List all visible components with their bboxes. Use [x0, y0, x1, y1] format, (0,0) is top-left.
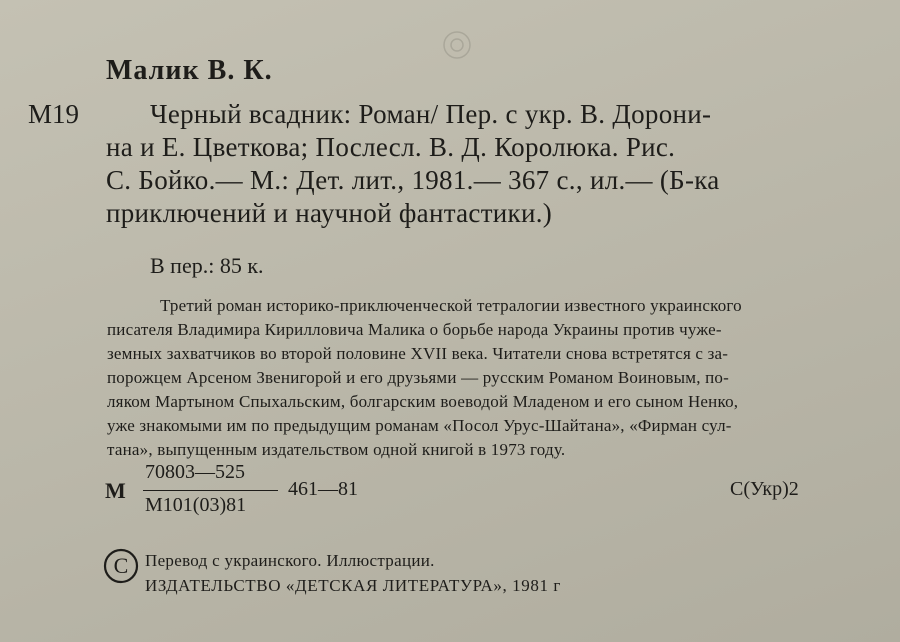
annotation-line: писателя Владимира Кирилловича Малика о борьбе народа Украины против чуже-	[107, 320, 722, 339]
fraction-rule	[143, 490, 278, 491]
description-line: приключений и научной фантастики.)	[106, 198, 553, 228]
description-line: С. Бойко.— М.: Дет. лит., 1981.— 367 с., ил.— (Б-ка	[106, 165, 720, 195]
catalog-letter: М	[105, 478, 126, 503]
copyright-symbol: C	[113, 553, 129, 578]
author-name: Малик В. К.	[106, 55, 273, 86]
price-label: В пер.: 85 к.	[150, 253, 264, 278]
faint-stamp-icon	[440, 28, 474, 62]
footer-publisher: ИЗДАТЕЛЬСТВО «ДЕТСКАЯ ЛИТЕРАТУРА», 1981 г	[145, 576, 561, 595]
catalog-denominator: М101(03)81	[145, 494, 247, 516]
annotation-line: Третий роман историко-приключенческой тетралогии известного украинского	[160, 296, 742, 315]
index-code: М19	[28, 99, 80, 129]
classification-code: С(Укр)2	[730, 478, 799, 500]
annotation-line: ляком Мартыном Спыхальским, болгарским воеводой Младеном и его сыном Ненко,	[107, 392, 739, 411]
annotation-line: уже знакомыми им по предыдущим романам «Посол Урус-Шайтана», «Фирман сул-	[107, 416, 732, 435]
description-line: Черный всадник: Роман/ Пер. с укр. В. Дорони-	[150, 99, 712, 129]
description-line: на и Е. Цветкова; Послесл. В. Д. Королюка. Рис.	[106, 132, 676, 162]
footer-translation-note: Перевод с украинского. Иллюстрации.	[145, 551, 435, 570]
catalog-number: 461—81	[288, 478, 358, 500]
copyright-icon	[103, 548, 139, 584]
annotation-line: земных захватчиков во второй половине XVII века. Читатели снова встретятся с за-	[107, 344, 729, 363]
annotation-line: тана», выпущенным издательством одной книгой в 1973 году.	[107, 440, 566, 459]
catalog-numerator: 70803—525	[145, 461, 245, 483]
annotation-line: порожцем Арсеном Звенигорой и его друзьями — русским Романом Воиновым, по-	[107, 368, 729, 387]
